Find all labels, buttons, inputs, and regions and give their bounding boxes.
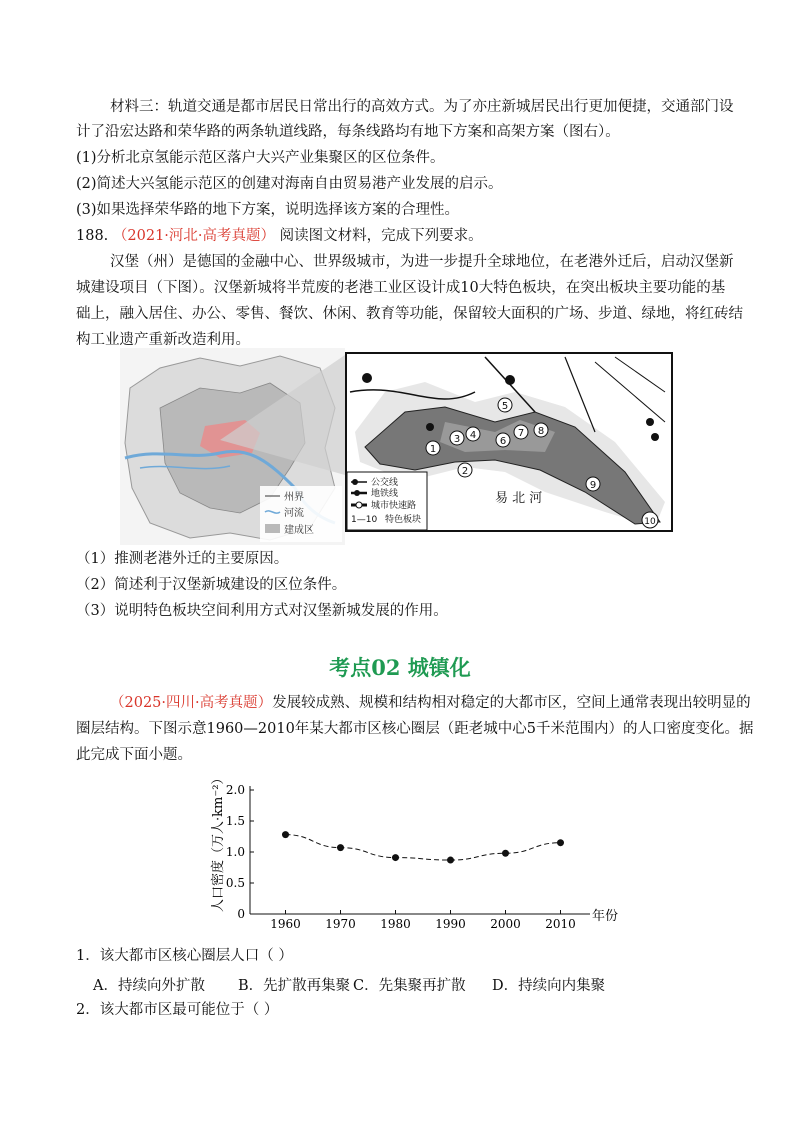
question-item: (2)简述大兴氢能示范区的创建对海南自由贸易港产业发展的启示。 xyxy=(76,176,503,192)
x-axis-label: 年份 xyxy=(592,909,619,924)
question-item: 1．该大都市区核心圈层人口（ ） xyxy=(76,948,293,964)
y-tick-label: 1.5 xyxy=(225,814,245,828)
legend-river: 河流 xyxy=(284,508,304,519)
block-label: 8 xyxy=(537,426,545,437)
block-label: 3 xyxy=(453,434,461,445)
question-item: 2．该大都市区最可能位于（ ） xyxy=(76,1002,279,1018)
x-tick-label: 1970 xyxy=(325,917,356,931)
y-tick-label: 0 xyxy=(237,907,245,921)
population-density-chart xyxy=(200,772,620,932)
x-tick-label: 2010 xyxy=(545,917,576,931)
block-label: 2 xyxy=(461,466,469,477)
data-point xyxy=(282,831,289,838)
data-point xyxy=(447,857,454,864)
question-source: （2021·河北·高考真题） xyxy=(112,228,276,244)
paragraph-line: 构工业遗产重新改造利用。 xyxy=(76,332,250,348)
data-point xyxy=(502,850,509,857)
paragraph-line: 此完成下面小题。 xyxy=(76,747,192,763)
block-label: 10 xyxy=(644,517,656,527)
series-line xyxy=(286,835,561,860)
legend-expressway: 城市快速路 xyxy=(371,501,417,511)
option-c[interactable]: C．先集聚再扩散 xyxy=(353,978,466,994)
data-point xyxy=(392,854,399,861)
map-left-legend xyxy=(260,486,342,542)
paragraph-text: 发展较成熟、规模和结构相对稳定的大都市区，空间上通常表现出较明显的 xyxy=(272,695,751,711)
zoom-connector xyxy=(200,350,350,480)
paragraph-line: 汉堡（州）是德国的金融中心、世界级城市，为进一步提升全球地位，在老港外迁后，启动汉堡新 xyxy=(110,254,734,270)
river-label: 易 北 河 xyxy=(495,491,543,506)
paragraph-line: 城建设项目（下图）。汉堡新城将半荒废的老港工业区设计成10大特色板块，在突出板块主要功能的基 xyxy=(76,280,726,296)
paragraph-line: 圈层结构。下图示意1960—2010年某大都市区核心圈层（距老城中心5千米范围内）的人口密度变化。据 xyxy=(76,721,754,737)
option-d[interactable]: D．持续向内集聚 xyxy=(492,978,606,994)
x-tick-label: 2000 xyxy=(490,917,521,931)
legend-subway: 地铁线 xyxy=(371,489,399,499)
block-label: 5 xyxy=(501,401,509,412)
question-188-header xyxy=(76,226,726,246)
question-intro: 阅读图文材料，完成下列要求。 xyxy=(279,228,483,244)
block-label: 4 xyxy=(469,430,477,441)
data-point xyxy=(557,839,564,846)
y-tick-label: 2.0 xyxy=(225,783,245,797)
paragraph-line: 础上，融入居住、办公、零售、餐饮、休闲、教育等功能，保留较大面积的广场、步道、绿地，将红砖结 xyxy=(76,306,743,322)
data-point xyxy=(337,844,344,851)
y-tick-label: 0.5 xyxy=(225,876,245,890)
block-label: 6 xyxy=(499,436,507,447)
block-label: 7 xyxy=(517,428,525,439)
x-tick-label: 1990 xyxy=(435,917,466,931)
option-b[interactable]: B．先扩散再集聚 xyxy=(238,978,351,994)
block-label: 1 xyxy=(429,444,437,455)
hafencity-detail-map xyxy=(345,352,673,532)
legend-blocks: 特色板块 xyxy=(385,515,422,525)
question-item: （2）简述利于汉堡新城建设的区位条件。 xyxy=(76,577,347,593)
material3-line2: 计了沿宏达路和荣华路的两条轨道线路，每条线路均有地下方案和高架方案（图右）。 xyxy=(76,124,620,140)
paragraph-line xyxy=(110,693,760,713)
question-number: 188. xyxy=(76,228,109,244)
y-tick-label: 1.0 xyxy=(225,845,245,859)
material3-line1: 材料三：轨道交通是都市居民日常出行的高效方式。为了亦庄新城居民出行更加便捷，交通部门设 xyxy=(110,99,734,115)
question-item: (3)如果选择荣华路的地下方案，说明选择该方案的合理性。 xyxy=(76,202,460,218)
x-tick-label: 1960 xyxy=(270,917,301,931)
legend-state-border: 州界 xyxy=(284,492,304,503)
question-item: （3）说明特色板块空间利用方式对汉堡新城发展的作用。 xyxy=(76,603,448,619)
question-source: （2025·四川·高考真题） xyxy=(110,695,273,711)
x-tick-label: 1980 xyxy=(380,917,411,931)
legend-built-up: 建成区 xyxy=(284,525,314,536)
option-a[interactable]: A．持续向外扩散 xyxy=(93,978,205,994)
question-item: （1）推测老港外迁的主要原因。 xyxy=(76,551,289,567)
question-item: (1)分析北京氢能示范区落户大兴产业集聚区的区位条件。 xyxy=(76,150,445,166)
map-right-legend xyxy=(347,472,427,530)
legend-block-range: 1—10 xyxy=(351,515,378,525)
legend-bus: 公交线 xyxy=(371,478,399,488)
section-title: 考点02 城镇化 xyxy=(329,655,471,680)
block-label: 9 xyxy=(589,480,597,491)
y-axis-label: 人口密度（万人·km⁻²） xyxy=(211,772,226,912)
